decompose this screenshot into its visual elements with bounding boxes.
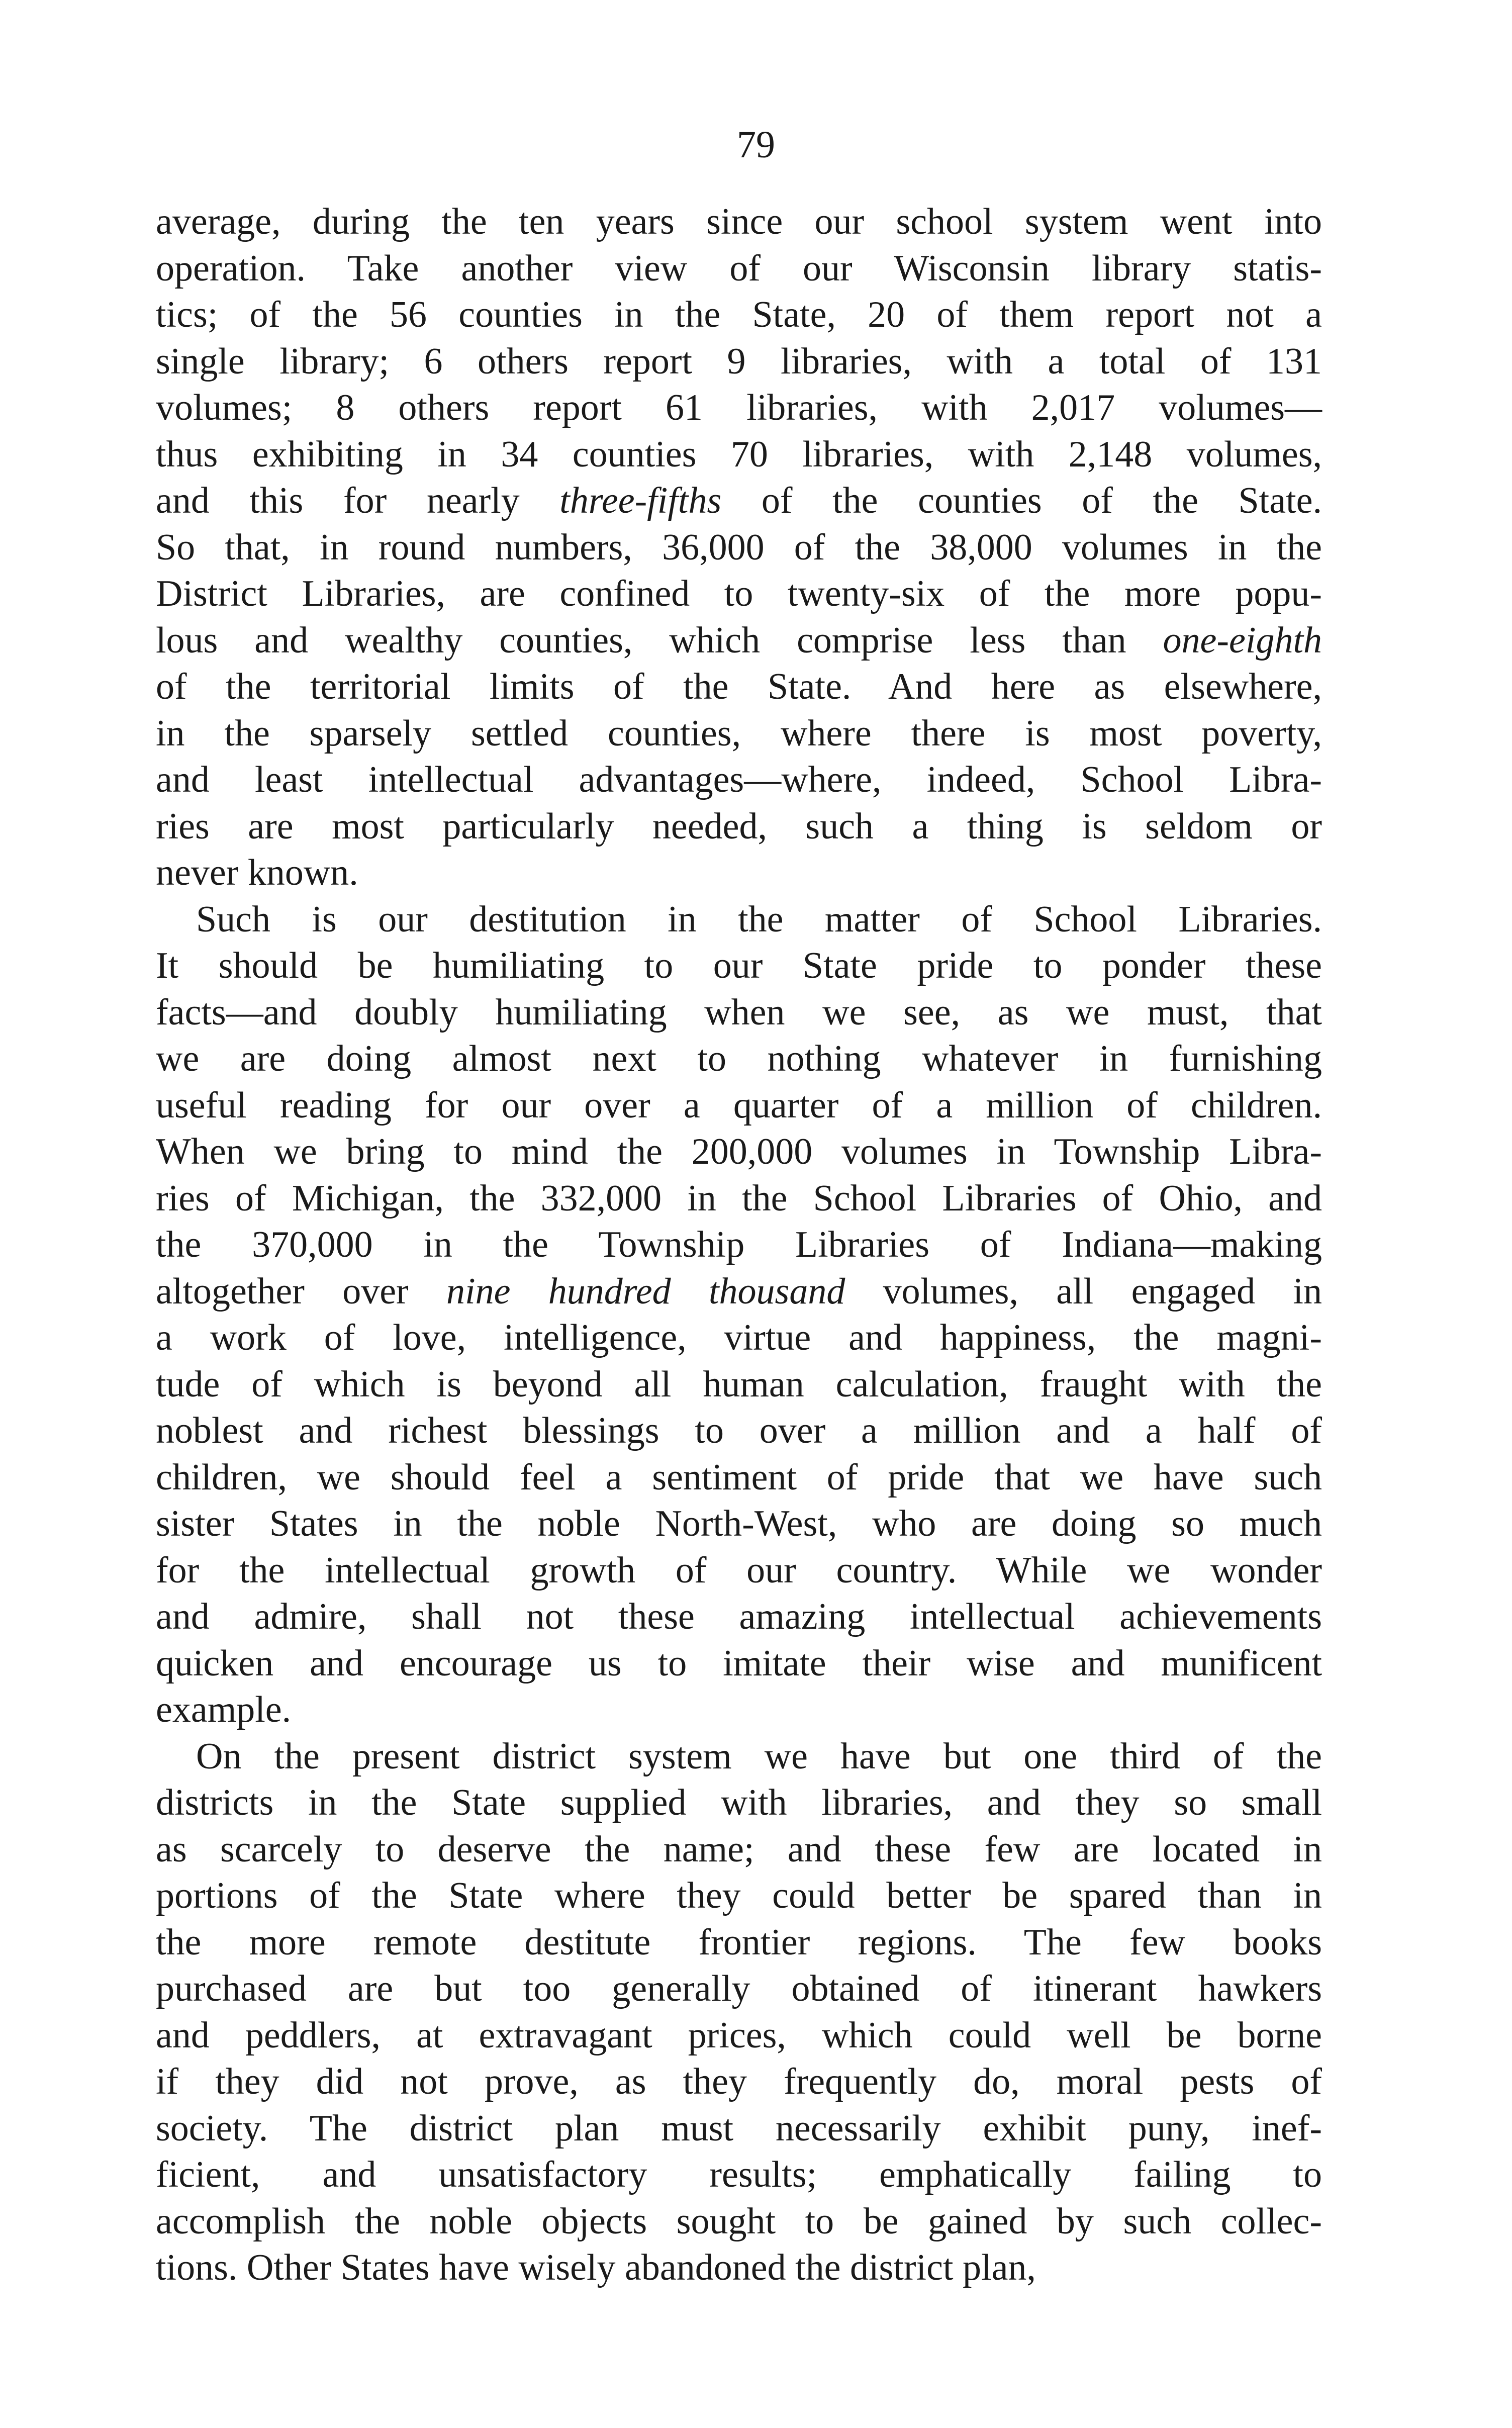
text-segment: When we bring to mind the 200,000 volumes in Township Libra- [156,1131,1322,1172]
text-segment: a work of love, intelligence, virtue and happiness, the magni- [156,1317,1322,1358]
paragraph [156,199,1322,896]
text-segment: District Libraries, are confined to twenty-six of the more popu- [156,573,1322,614]
text-segment: and least intellectual advantages—where, indeed, School Libra- [156,759,1322,800]
text-line [156,1640,1322,1687]
italic-text: nine hundred thousand [446,1270,845,1312]
text-line [156,1501,1322,1547]
text-segment: useful reading for our over a quarter of a million of children. [156,1084,1322,1126]
text-line [156,1594,1322,1640]
text-line [156,1780,1322,1826]
text-line [156,1919,1322,1966]
text-line [156,1036,1322,1082]
text-segment: tics; of the 56 counties in the State, 20 of them report not a [156,294,1322,335]
text-segment: tions. Other States have wisely abandoned the district plan, [156,2247,1036,2288]
text-line [156,338,1322,385]
paragraph [156,896,1322,1733]
text-segment: ries of Michigan, the 332,000 in the School Libraries of Ohio, and [156,1177,1322,1219]
text-line [156,710,1322,757]
text-line [156,245,1322,292]
text-line [156,617,1322,664]
text-segment: So that, in round numbers, 36,000 of the 38,000 volumes in the [156,526,1322,568]
text-segment: in the sparsely settled counties, where there is most poverty, [156,712,1322,754]
text-line [156,292,1322,338]
text-line [156,1966,1322,2012]
text-segment: facts—and doubly humiliating when we see, as we must, that [156,991,1322,1033]
text-line [156,2245,1322,2291]
text-segment: It should be humiliating to our State pride to ponder these [156,945,1322,986]
text-segment: and this for nearly [156,480,560,521]
text-segment: if they did not prove, as they frequently do, moral pests of [156,2061,1322,2102]
italic-text: three-fifths [559,480,722,521]
text-line [156,803,1322,850]
text-segment: for the intellectual growth of our country. While we wonder [156,1549,1322,1591]
text-line [156,1826,1322,1873]
italic-text: one-eighth [1163,619,1322,661]
text-line [156,431,1322,478]
text-line [156,199,1322,245]
page-number: 79 [737,124,775,166]
text-segment: of the territorial limits of the State. And here as elsewhere, [156,666,1322,707]
text-line [156,896,1322,943]
text-segment: operation. Take another view of our Wisconsin library statis- [156,247,1322,289]
text-segment: volumes, all engaged in [845,1270,1322,1312]
text-line [156,1175,1322,1222]
text-segment: accomplish the noble objects sought to be gained by such collec- [156,2200,1322,2242]
text-line [156,2198,1322,2245]
text-segment: the more remote destitute frontier regions. The few books [156,1921,1322,1963]
text-line [156,1082,1322,1129]
text-line [156,1733,1322,1780]
text-line [156,1222,1322,1268]
text-segment: lous and wealthy counties, which comprise less than [156,619,1163,661]
text-line [156,943,1322,989]
paragraph [156,1733,1322,2291]
text-segment: quicken and encourage us to imitate their wise and munificent [156,1642,1322,1684]
text-segment: single library; 6 others report 9 libraries, with a total of 131 [156,340,1322,382]
text-segment: the 370,000 in the Township Libraries of Indiana—making [156,1224,1322,1265]
text-line [156,1408,1322,1454]
text-line [156,2152,1322,2198]
text-line [156,571,1322,617]
text-segment: noblest and richest blessings to over a million and a half of [156,1410,1322,1451]
text-segment: example. [156,1689,292,1730]
text-segment: thus exhibiting in 34 counties 70 libraries, with 2,148 volumes, [156,433,1322,475]
body-text [156,199,1322,2291]
text-segment: and peddlers, at extravagant prices, which could well be borne [156,2014,1322,2056]
text-line [156,850,1322,896]
text-line [156,524,1322,571]
text-line [156,1454,1322,1501]
text-line [156,1361,1322,1408]
text-segment: ries are most particularly needed, such a thing is seldom or [156,805,1322,847]
text-line [156,385,1322,431]
text-line [156,757,1322,803]
text-segment: Such is our destitution in the matter of School Libraries. [196,898,1322,940]
text-segment: of the counties of the State. [721,480,1322,521]
text-segment: never known. [156,852,358,893]
text-line [156,1129,1322,1175]
text-line [156,664,1322,710]
text-segment: portions of the State where they could better be spared than in [156,1875,1322,1916]
text-segment: and admire, shall not these amazing intellectual achievements [156,1596,1322,1637]
text-segment: On the present district system we have but one third of the [196,1735,1322,1777]
text-segment: sister States in the noble North-West, who are doing so much [156,1503,1322,1544]
text-line [156,1873,1322,1919]
text-line [156,1687,1322,1733]
text-line [156,2012,1322,2059]
text-line [156,1315,1322,1361]
text-line [156,989,1322,1036]
text-segment: tude of which is beyond all human calculation, fraught with the [156,1363,1322,1405]
text-line [156,2059,1322,2105]
text-segment: purchased are but too generally obtained of itinerant hawkers [156,1968,1322,2009]
text-segment: society. The district plan must necessarily exhibit puny, inef- [156,2107,1322,2149]
text-segment: altogether over [156,1270,447,1312]
text-line [156,2105,1322,2152]
text-segment: volumes; 8 others report 61 libraries, with 2,017 volumes— [156,387,1322,428]
text-segment: average, during the ten years since our school system went into [156,201,1322,242]
text-segment: we are doing almost next to nothing whatever in furnishing [156,1038,1322,1079]
text-line [156,1547,1322,1594]
text-segment: districts in the State supplied with libraries, and they so small [156,1782,1322,1823]
text-line [156,1268,1322,1315]
text-segment: as scarcely to deserve the name; and these few are located in [156,1828,1322,1870]
text-segment: children, we should feel a sentiment of pride that we have such [156,1456,1322,1498]
text-line [156,478,1322,524]
text-segment: ficient, and unsatisfactory results; emphatically failing to [156,2154,1322,2195]
